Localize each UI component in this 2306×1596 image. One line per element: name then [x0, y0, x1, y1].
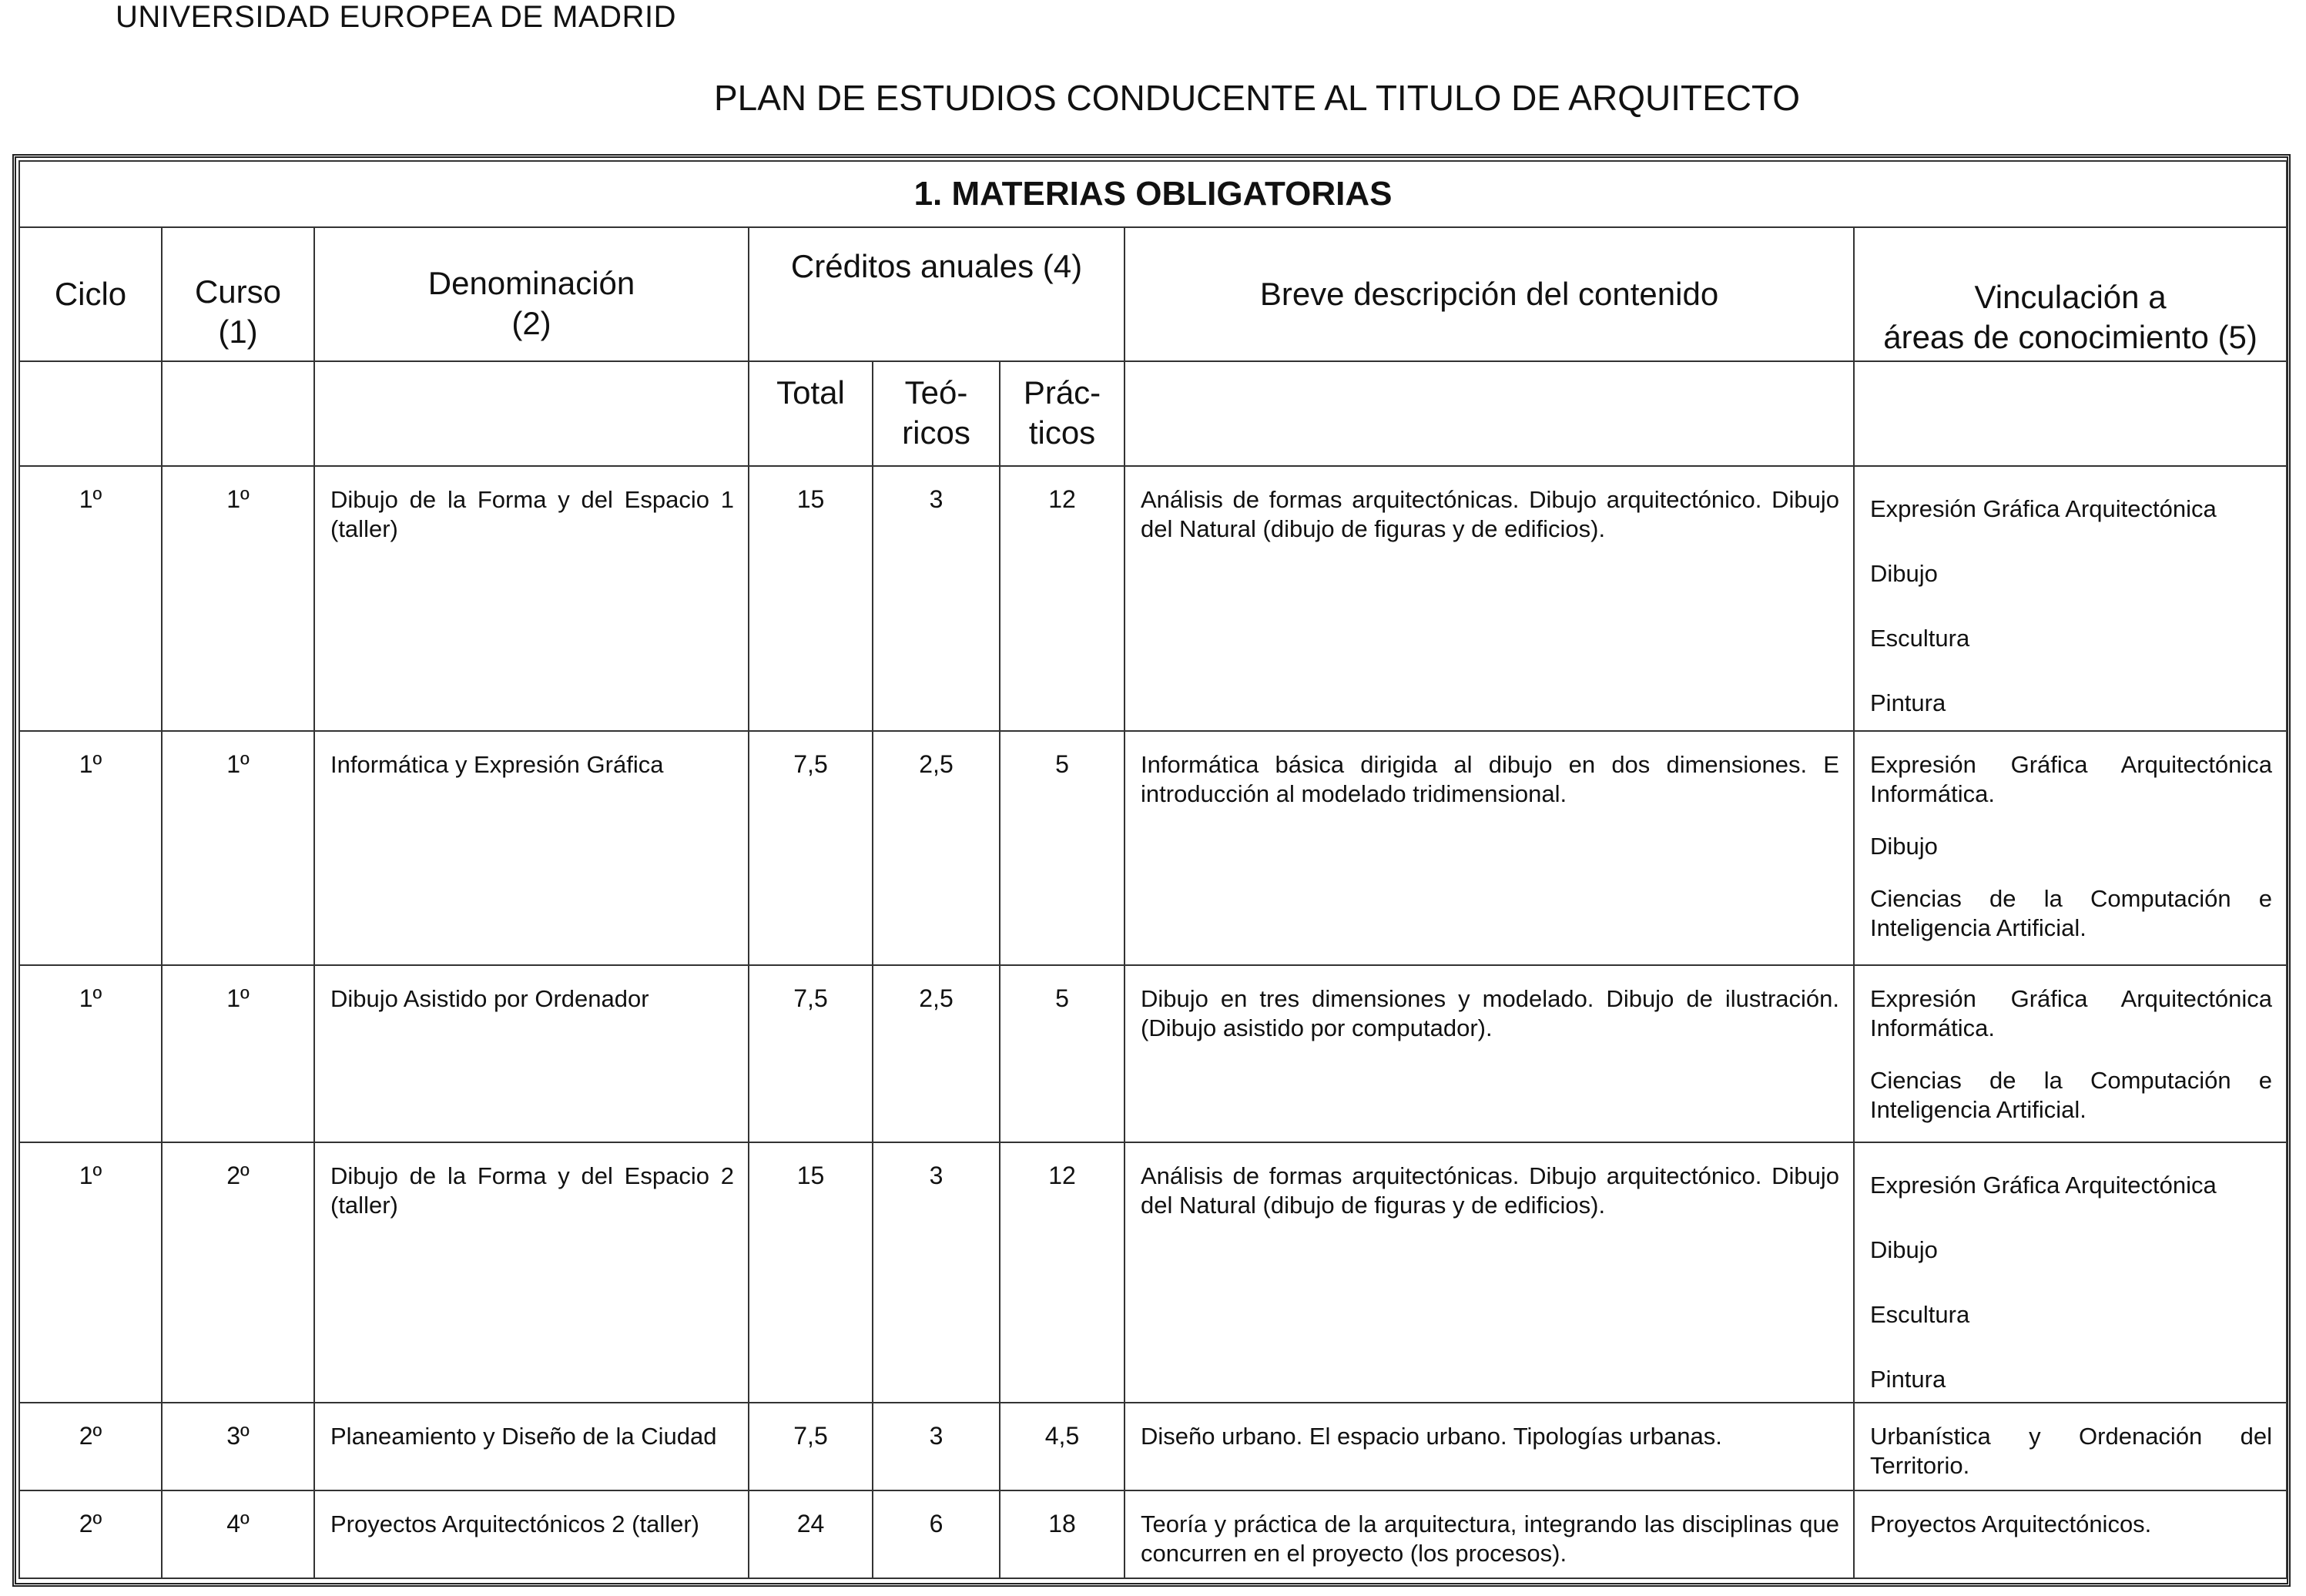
cell-ciclo: 1º: [19, 731, 162, 965]
cell-teoricos: 3: [873, 1142, 1000, 1403]
subhdr-curso-empty: [162, 361, 314, 466]
cell-total: 7,5: [749, 1403, 873, 1490]
col-denominacion-note: (2): [511, 305, 551, 341]
cell-denominacion: Dibujo Asistido por Ordenador: [314, 965, 749, 1142]
cell-curso: 1º: [162, 731, 314, 965]
area-item: Dibujo: [1870, 833, 1938, 860]
table-row: [19, 466, 2287, 731]
cell-descripcion: Teoría y práctica de la arquitectura, integrando las disciplinas que concurren en el proyecto (los procesos).: [1125, 1490, 1854, 1578]
cell-ciclo: 1º: [19, 1142, 162, 1403]
cell-areas: [1854, 1403, 2287, 1490]
cell-teoricos: 2,5: [873, 965, 1000, 1142]
cell-practicos: 5: [1000, 731, 1125, 965]
cell-practicos: 5: [1000, 965, 1125, 1142]
subhdr-descripcion-empty: [1125, 361, 1854, 466]
cell-ciclo: 1º: [19, 965, 162, 1142]
cell-curso: 2º: [162, 1142, 314, 1403]
cell-teoricos: 3: [873, 1403, 1000, 1490]
col-practicos-label-2: ticos: [1028, 414, 1096, 451]
cell-teoricos: 3: [873, 466, 1000, 731]
subhdr-ciclo-empty: [19, 361, 162, 466]
cell-areas: [1854, 1142, 2287, 1403]
cell-denominacion: Informática y Expresión Gráfica: [314, 731, 749, 965]
table-row: [19, 1403, 2287, 1490]
cell-teoricos: 2,5: [873, 731, 1000, 965]
col-curso-label: Curso: [194, 273, 282, 310]
cell-practicos: 12: [1000, 1142, 1125, 1403]
plan-title: PLAN DE ESTUDIOS CONDUCENTE AL TITULO DE ARQUITECTO: [713, 78, 1801, 118]
col-ciclo: [19, 227, 162, 361]
area-item: Escultura: [1870, 1301, 1970, 1328]
cell-total: 24: [749, 1490, 873, 1578]
cell-ciclo: 2º: [19, 1490, 162, 1578]
area-item: Ciencias de la Computación e Inteligencia Artificial.: [1870, 885, 2273, 941]
table-row: [19, 731, 2287, 965]
cell-practicos: 4,5: [1000, 1403, 1125, 1490]
cell-curso: 4º: [162, 1490, 314, 1578]
cell-ciclo: 1º: [19, 466, 162, 731]
col-descripcion: [1125, 227, 1854, 361]
col-practicos: [1000, 361, 1125, 466]
col-creditos: [749, 227, 1125, 361]
cell-areas: [1854, 731, 2287, 965]
cell-curso: 3º: [162, 1403, 314, 1490]
cell-areas: [1854, 965, 2287, 1142]
area-item: Expresión Gráfica Arquitectónica: [1870, 495, 2217, 522]
cell-curso: 1º: [162, 466, 314, 731]
area-item: Expresión Gráfica Arquitectónica Informática.: [1870, 985, 2273, 1041]
cell-denominacion: Proyectos Arquitectónicos 2 (taller): [314, 1490, 749, 1578]
table-row: [19, 1142, 2287, 1403]
cell-denominacion: Dibujo de la Forma y del Espacio 2 (taller): [314, 1142, 749, 1403]
col-practicos-label-1: Prác-: [1023, 374, 1101, 411]
col-denominacion: [314, 227, 749, 361]
cell-descripcion: Análisis de formas arquitectónicas. Dibujo arquitectónico. Dibujo del Natural (dibujo de figuras y de edificios).: [1125, 1142, 1854, 1403]
col-curso: [162, 227, 314, 361]
area-item: Pintura: [1870, 1366, 1946, 1393]
cell-descripcion: Dibujo en tres dimensiones y modelado. Dibujo de ilustración. (Dibujo asistido por computador).: [1125, 965, 1854, 1142]
col-curso-note: (1): [218, 314, 258, 350]
table-row: [19, 1490, 2287, 1578]
col-ciclo-label: Ciclo: [54, 276, 127, 312]
cell-practicos: 18: [1000, 1490, 1125, 1578]
col-descripcion-label: Breve descripción del contenido: [1259, 276, 1719, 312]
cell-descripcion: Diseño urbano. El espacio urbano. Tipologías urbanas.: [1125, 1403, 1854, 1490]
area-item: Dibujo: [1870, 1236, 1938, 1263]
cell-descripcion: Análisis de formas arquitectónicas. Dibujo arquitectónico. Dibujo del Natural (dibujo de figuras y de edificios).: [1125, 466, 1854, 731]
materias-table: [18, 160, 2288, 1579]
cell-total: 7,5: [749, 965, 873, 1142]
section-title: 1. MATERIAS OBLIGATORIAS: [19, 161, 2287, 227]
cell-teoricos: 6: [873, 1490, 1000, 1578]
subhdr-vinculacion-empty: [1854, 361, 2287, 466]
col-total-label: Total: [776, 374, 845, 411]
col-teoricos-label-2: ricos: [902, 414, 970, 451]
area-item: Urbanística y Ordenación del Territorio.: [1870, 1423, 2273, 1479]
cell-total: 15: [749, 466, 873, 731]
area-item: Expresión Gráfica Arquitectónica: [1870, 1172, 2217, 1199]
cell-descripcion: Informática básica dirigida al dibujo en dos dimensiones. E introducción al modelado tridimensional.: [1125, 731, 1854, 965]
cell-practicos: 12: [1000, 466, 1125, 731]
col-creditos-label: Créditos anuales (4): [790, 248, 1083, 284]
col-vinculacion-label-1: Vinculación a: [1974, 279, 2167, 315]
area-item: Dibujo: [1870, 560, 1938, 587]
area-item: Escultura: [1870, 625, 1970, 652]
cell-denominacion: Planeamiento y Diseño de la Ciudad: [314, 1403, 749, 1490]
cell-total: 7,5: [749, 731, 873, 965]
col-teoricos: [873, 361, 1000, 466]
col-vinculacion: [1854, 227, 2287, 361]
area-item: Expresión Gráfica Arquitectónica Informática.: [1870, 751, 2273, 807]
area-item: Proyectos Arquitectónicos.: [1870, 1510, 2152, 1537]
col-vinculacion-label-2: áreas de conocimiento (5): [1883, 319, 2257, 355]
col-denominacion-label: Denominación: [427, 265, 635, 301]
table-row: [19, 965, 2287, 1142]
cell-denominacion: Dibujo de la Forma y del Espacio 1 (taller): [314, 466, 749, 731]
cell-total: 15: [749, 1142, 873, 1403]
subhdr-denominacion-empty: [314, 361, 749, 466]
cell-areas: [1854, 1490, 2287, 1578]
col-total: [749, 361, 873, 466]
area-item: Pintura: [1870, 689, 1946, 716]
cell-areas: [1854, 466, 2287, 731]
cell-curso: 1º: [162, 965, 314, 1142]
col-teoricos-label-1: Teó-: [904, 374, 968, 411]
university-name: UNIVERSIDAD EUROPEA DE MADRID: [116, 0, 676, 34]
cell-ciclo: 2º: [19, 1403, 162, 1490]
area-item: Ciencias de la Computación e Inteligencia Artificial.: [1870, 1067, 2273, 1123]
